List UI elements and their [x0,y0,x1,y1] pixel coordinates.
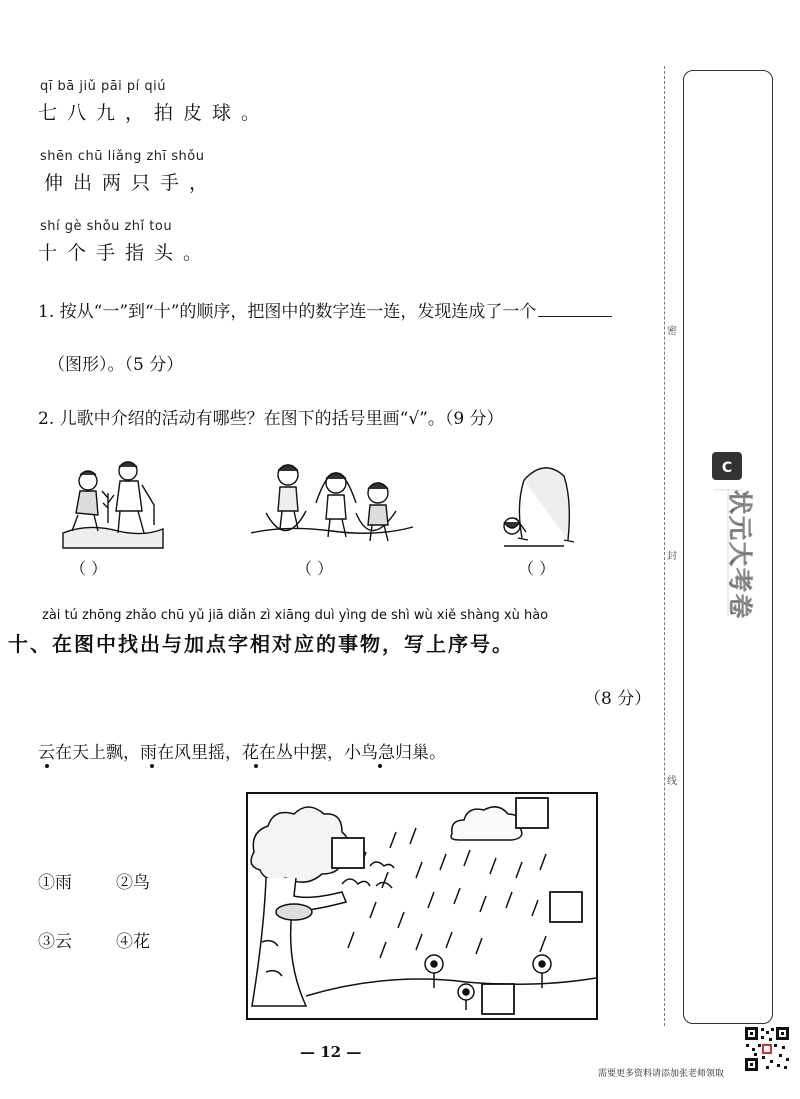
brand-logo [708,450,754,620]
qr-code-icon [744,1026,790,1072]
section-10-sentence: 云在天上飘，雨在风里摇，花在丛中摆，小鸟急归巢。 [38,743,446,763]
legend-rain: ①雨 [38,873,72,893]
question-2-text: 2. 儿歌中介绍的活动有哪些？在图下的括号里画“√”。（9 分） [38,409,504,429]
legend-flower: ④花 [116,932,150,952]
section-10-pinyin: zài tú zhōng zhǎo chū yǔ jiā diǎn zì xiāng duì yìng de shì wù xiě shàng xù hào [42,608,549,623]
emphasis-dot-cloud [45,764,49,768]
nature-scene-illustration [246,792,598,1020]
footer-note: 需要更多资料请添加张老师领取 [598,1069,725,1079]
answer-box-2[interactable] [516,798,548,828]
question-1 [38,297,612,322]
question-1-continued: （图形）。（5 分） [48,355,184,375]
rhyme-line-3: 十个手指头。 [38,242,213,264]
section-10-score: （8 分） [584,689,652,709]
page-number: — 12 — [300,1043,362,1061]
rhyme-pinyin-2: shēn chū liǎng zhī shǒu [40,149,205,164]
legend-cloud: ③云 [38,932,72,952]
answer-box-3[interactable] [550,892,582,922]
question-1-text: 1. 按从“一”到“十”的顺序，把图中的数字连一连，发现连成了一个 [38,302,537,322]
emphasis-dot-rain [150,764,154,768]
seal-char-xian: 线 [667,776,677,787]
answer-blank[interactable] [538,302,612,317]
emphasis-dot-flower [254,764,258,768]
answer-box-4[interactable] [482,984,514,1014]
rhyme-pinyin-1: qī bā jiǔ pāi pí qiú [40,79,167,94]
rhyme-line-1: 七八九，拍皮球。 [38,102,271,124]
binding-line [664,66,665,1026]
planting-trees-illustration [58,453,168,553]
rhyme-pinyin-3: shí gè shǒu zhǐ tou [40,219,173,234]
bending-exercise-illustration [494,460,578,552]
legend-bird: ②鸟 [116,873,150,893]
activity-answer-paren-1[interactable]: （ ） [70,559,108,578]
jumping-rope-illustration [246,453,418,553]
svg-text:状元大考卷: 状元大考卷 [726,490,754,620]
seal-char-mi: 密 [667,326,677,337]
emphasis-dot-bird [378,764,382,768]
rhyme-line-2: 伸出两只手， [44,172,219,194]
section-10-title: 十、在图中找出与加点字相对应的事物，写上序号。 [8,632,514,656]
answer-box-1[interactable] [332,838,364,868]
activity-answer-paren-3[interactable]: （ ） [518,559,556,578]
svg-text:C: C [721,460,733,476]
activity-answer-paren-2[interactable]: （ ） [296,559,334,578]
seal-char-feng: 封 [667,551,677,562]
